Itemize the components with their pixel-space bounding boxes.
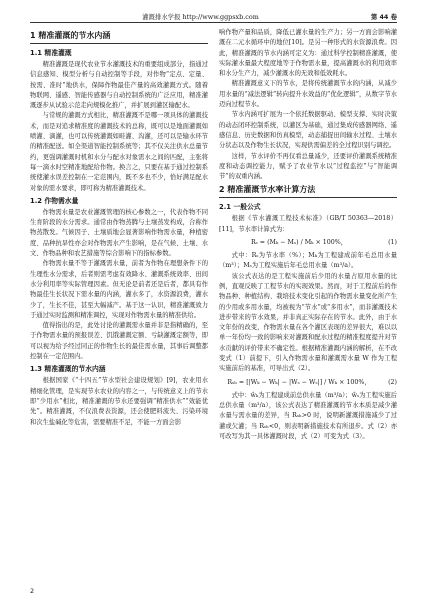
paragraph: 节水内涵可扩展为一个依托数据驱动、模型支撑、实时决策的动态闭环控制系统，以灌区为基础，通过集成传感器网络、遥感信息、历史数据和仿真模型，动态捕捉田间输水过程、土壤水分状态以及作物生长状况，实现供需偏差的全过程识别与调控。 xyxy=(219,111,397,150)
running-header xyxy=(30,7,397,21)
paragraph: 这样，节水评价不再仅看总量减少，还要评价灌溉系统精准度和动态调控能力，赋予了农业节水以“过程监控”与“智能调节”的双重内涵。 xyxy=(219,152,397,181)
journal-title: 灌溉排水学报 http://www.ggpsxb.com xyxy=(142,13,259,21)
equation-body: Rₛ = (Mₖ − Mₛ) / Mₖ × 100%， xyxy=(250,239,348,247)
paragraph: 响作物产量和品质，降低已灌水量的生产力；另一方面会影响灌溉在二元水循环中的地位[10]。是另一种形式的水资源浪费。因此，精准灌溉的节水内涵可定义为：通过科学控制精准灌溉，使实际灌水量最大程度地等于作物需水量，提高灌溉水的利用效率和水分生产力，减少灌溉水的无效和低效耗水。 xyxy=(219,29,397,78)
equation-number: (2) xyxy=(388,378,397,386)
paragraph: 式中：ŵₖ为工程建成前总供水量（m³/a）；ŵₛ为工程实施后总供水量（m³/a），该公式表达了精准灌溉的节水本质是减少灌水量与需水量的差异，当 Rₛₕ>0 时，说明新灌溉措施减少了过灌或欠灌；当 Rₛₕ<0，则表明新措施技术有所退步。式（2）亦可改写为其一具体灌溉时段，式（2）可变为式（3）。 xyxy=(219,391,397,440)
paragraph: 作物需水量是农业灌溉管理的核心参数之一，代表作物不同生育阶段的水分需求。通常由作物蒸腾与土壤蒸发构成，合称作物蒸散发。气候因子、土壤质地会显著影响作物需水量，种植密度、品种抗旱性亦会对作物需水产生影响，是在气候、土壤、水文、作物品种和农艺措施等综合影响下的指标参数。 xyxy=(30,208,208,258)
paragraph: 式中：Rₛ为节水率（%）；Mₖ为工程建成前年毛总用水量（m³）；Mₛ为工程实施后年毛总用水量（m³/a）。 xyxy=(219,252,397,270)
subsection-heading: 1.2 作物需水量 xyxy=(30,196,79,205)
paragraph: 与常规的灌溉方式相比，精准灌溉不是哪一项具体的灌溉技术，而是对追求精准度的灌溉技术的总称，既可以是地面灌溉如喷灌、滴灌，也可以传统灌溉如畦灌、沟灌，还可以是输水环节的精准配送。如全渠道智能控制系统等；其不仅关注供水总量节约，更强调灌溉时机和水分与配水对象需水之间的匹配，主张将每一滴水时空精准地配给作物。换言之，只要在基于通过控制系统使灌水误差控制在一定范围内，既不多也不少，恰好满足配水对象的需水要求，即可称为精准灌溉技术。 xyxy=(30,112,208,192)
subsection-heading: 2.1 一般公式 xyxy=(219,203,261,212)
subsection-heading: 1.1 精准灌溉 xyxy=(30,49,72,57)
section-heading: 2 精准灌溉节水率计算方法 xyxy=(219,184,397,198)
equation-body: Rₛₕ = [|Wₖ − Wₖ| − |Wₛ − Wₛ|] / Wₖ × 100%， xyxy=(227,378,371,386)
subsection-heading: 1.3 精准灌溉的节水内涵 xyxy=(30,365,106,374)
page-number: 2 xyxy=(30,587,35,595)
right-column xyxy=(219,28,397,442)
paragraph: 作物需水量不等于灌溉需水量，前者为作物在理想条件下的生理性水分需求，后者则需考虑有效降水、灌溉系统效率、田间水分利用率等实际管理因素。但无论是前者还是后者，都具有作物最佳生长状况下需水量的内涵，灌水多了，水资源浪费，灌水少了，生长不佳，甚至大幅减产。基于这一认识，精准灌溉致力于通过实时监测和精准调控，实现对作物需水量的精准供给。 xyxy=(30,260,208,319)
paragraph: 值得指出的是，此处讨论的灌溉需水量并非是指精确的，至于作物需水量的预报误差、饥饿灌溉定额、亏缺灌溉定额等，即可以视为给予经过同正的作物生长的最佳需水量，其事后调整都控制在一定范围内。 xyxy=(30,322,208,361)
paragraph: 根据国家《“十四五”节水型社会建设规划》[9]，农业用水精细化管理，是实现节水农业的内容之一，与传统意义上的节水即“少用水”相比，精准灌溉的节水还要强调“精准供水”“效能优先”。精准灌溉，不仅浪费表资源，还会使肥料流失、污染环境和次生盐碱化等危害，需要精准不足，不能一方面会影 xyxy=(30,377,208,426)
section-heading: 1 精准灌溉的节水内涵 xyxy=(30,30,208,44)
header-rule xyxy=(30,22,397,23)
left-column xyxy=(30,28,208,428)
equation-1 xyxy=(219,238,397,248)
volume-label: 第 44 卷 xyxy=(370,13,397,21)
paragraph: 根据《节水灌溉工程技术标准》（GB/T 50363—2018）[11]，节水率计算式为： xyxy=(219,215,397,233)
paragraph: 精准灌溉是现代农业节水灌溉技术的重要组成部分，指通过信息感知、模型分析与自动控制等手段，对作物“定点、定量、按需、准时”地供水，保障作物最佳产量的高效灌溉方式。随着物联网、遥感、智能传感器与自动控制系统的广泛应用，精准灌溉逐步从试验示范走向规模化推广，并扩展到灌区输配水。 xyxy=(30,61,208,110)
paragraph: 该公式表达的是工程实施前后少用的水量占原用水量的比例，直观反映了工程节水的实现效果。然而，对于工程前后的作物品种、种植结构、栽培技术变化引起的作物需水量变化所产生的少用或多用水量，均被视为“节水”或“多用水”，而非灌溉技术进步带来的节水效果，并非真正实际存在的节水。此外，由于水文年份的改变，作物需水量在各个灌区表现的差异很大，难以以单一年份均一致的影响来对灌溉和配水过程的精准程度提升对节水贡献的评价带来不确定性。根据精准灌溉内涵的解析，在不改变式（1）前提下，引入作物需水量和灌溉需水量 W 作为工程实施前后的基准，可导出式（2）。 xyxy=(219,272,397,373)
paragraph: 精准灌溉意义下的节水，是将传统灌溉节水的内涵，从减少用水量的“减法逻辑”转向提升水效益的“优化逻辑”，从数字节水迈向过程节水。 xyxy=(219,80,397,109)
equation-2 xyxy=(219,378,397,388)
equation-number: (1) xyxy=(388,239,397,247)
